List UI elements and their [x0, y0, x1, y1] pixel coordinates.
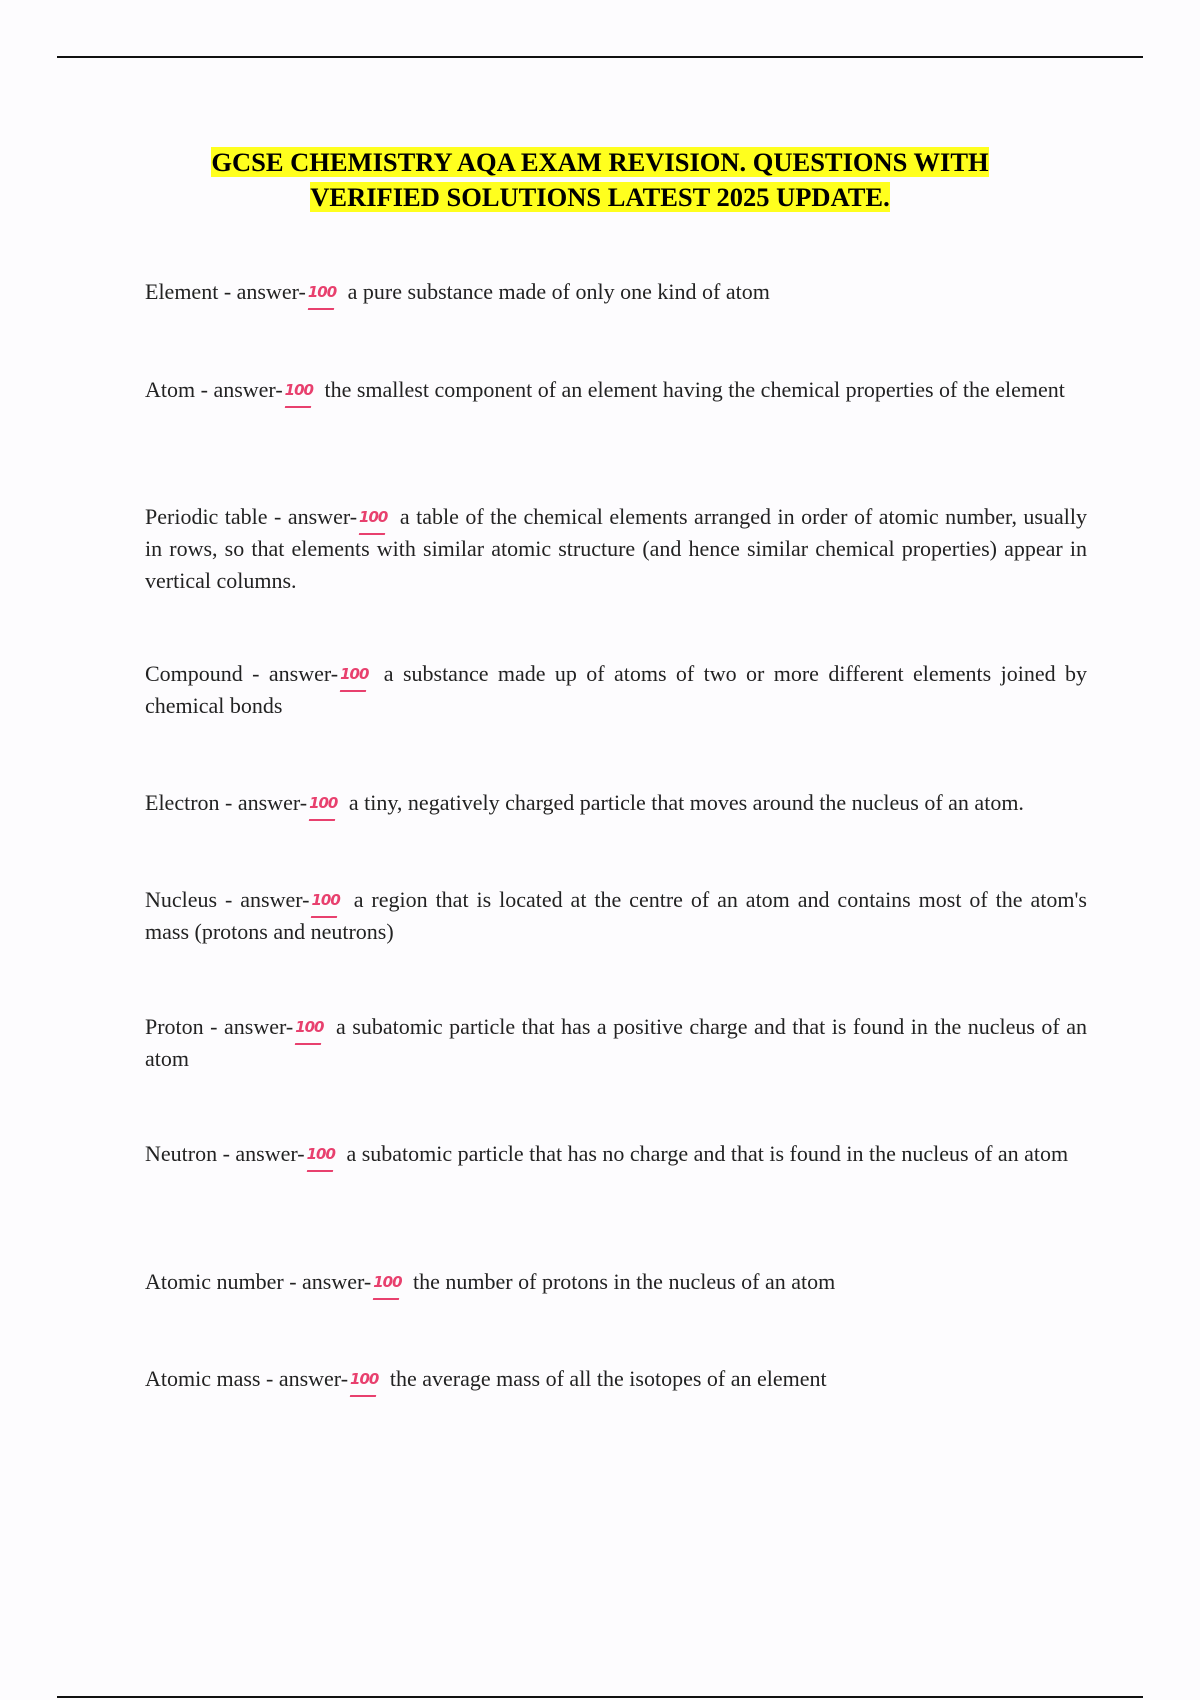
qa-answer: a table of the chemical elements arranged in order of atomic number, usually in rows, so that elements with similar atomic structure (and hence similar chemical properties) appear in vertical columns.: [145, 504, 1087, 593]
qa-separator: - answer-: [267, 504, 358, 529]
document-title: [140, 145, 1060, 215]
qa-item: [145, 1266, 1087, 1298]
qa-separator: - answer-: [217, 1141, 305, 1166]
hundred-points-icon: 100: [373, 1266, 401, 1298]
qa-term: Neutron: [145, 1141, 218, 1166]
qa-term: Nucleus: [145, 887, 218, 912]
qa-separator: - answer-: [283, 1269, 372, 1294]
qa-answer: the number of protons in the nucleus of an atom: [413, 1269, 836, 1294]
qa-item: [145, 787, 1087, 819]
qa-answer: the average mass of all the isotopes of an element: [389, 1366, 827, 1391]
hundred-points-icon: 100: [340, 658, 368, 690]
qa-separator: - answer-: [203, 1014, 294, 1039]
qa-separator: - answer-: [218, 279, 306, 304]
qa-term: Atomic number: [145, 1269, 284, 1294]
qa-term: Atom: [145, 377, 196, 402]
qa-item: [145, 658, 1087, 722]
qa-term: Compound: [145, 661, 243, 686]
qa-answer: a subatomic particle that has a positive charge and that is found in the nucleus of an atom: [145, 1014, 1087, 1071]
hundred-points-icon: 100: [285, 374, 313, 406]
qa-item: [145, 1011, 1087, 1075]
qa-item: [145, 1138, 1087, 1170]
qa-separator: - answer-: [217, 887, 310, 912]
qa-answer: a subatomic particle that has no charge and that is found in the nucleus of an atom: [346, 1141, 1069, 1166]
hundred-points-icon: 100: [307, 1138, 335, 1170]
qa-separator: - answer-: [260, 1366, 349, 1391]
qa-item: [145, 374, 1087, 406]
bottom-rule: [57, 1696, 1143, 1698]
hundred-points-icon: 100: [359, 501, 387, 533]
hundred-points-icon: 100: [350, 1363, 378, 1395]
hundred-points-icon: 100: [295, 1011, 323, 1043]
qa-term: Atomic mass: [145, 1366, 261, 1391]
qa-item: [145, 501, 1087, 597]
qa-separator: - answer-: [219, 790, 308, 815]
hundred-points-icon: 100: [311, 884, 339, 916]
hundred-points-icon: 100: [308, 276, 336, 308]
qa-answer: the smallest component of an element having the chemical properties of the element: [324, 377, 1065, 402]
qa-answer: a substance made up of atoms of two or more different elements joined by chemical bonds: [145, 661, 1087, 718]
qa-term: Electron: [145, 790, 220, 815]
qa-term: Periodic table: [145, 504, 268, 529]
hundred-points-icon: 100: [309, 787, 337, 819]
qa-answer: a region that is located at the centre of an atom and contains most of the atom's mass (protons and neutrons): [145, 887, 1087, 944]
top-rule: [57, 56, 1143, 58]
qa-item: [145, 1363, 1087, 1395]
qa-item: [145, 276, 1087, 308]
qa-separator: - answer-: [242, 661, 339, 686]
qa-answer: a tiny, negatively charged particle that moves around the nucleus of an atom.: [348, 790, 1024, 815]
qa-separator: - answer-: [195, 377, 283, 402]
title-line-1: GCSE CHEMISTRY AQA EXAM REVISION. QUESTIONS WITH: [211, 147, 989, 177]
qa-item: [145, 884, 1087, 948]
qa-term: Proton: [145, 1014, 204, 1039]
title-line-2: VERIFIED SOLUTIONS LATEST 2025 UPDATE.: [310, 182, 890, 212]
qa-answer: a pure substance made of only one kind of atom: [347, 279, 770, 304]
qa-term: Element: [145, 279, 219, 304]
